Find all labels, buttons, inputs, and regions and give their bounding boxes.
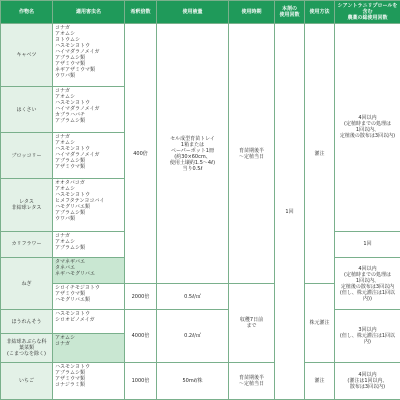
total-cell: 4回以内 (定植時までの処理は 1回以内、 定植後の散布は3回以内 (但し、株元灌注は1回以内)) [335, 257, 400, 309]
volume-cell: 0.5ℓ/㎡ [157, 284, 229, 310]
pest-cell: ハスモンヨトウ シロオビノメイガ [53, 310, 125, 334]
count-cell: 1回 [275, 24, 305, 400]
dilution-cell: 400倍 [125, 24, 157, 284]
table-row [1, 310, 400, 334]
header-timing: 使用時期 [229, 1, 275, 24]
method-cell: 灌注 [305, 362, 335, 399]
header-row [1, 1, 400, 24]
timing-cell: 育苗期後半 〜定植当日 [229, 24, 275, 284]
pest-cell: アオムシ コナガ [53, 334, 125, 362]
pest-cell: シロイチモジヨトウ アザミウマ類 ハモグリバエ類 [53, 284, 125, 310]
total-cell: 4回以内 (定植時までの処理は 1回以内、 定植後の散布は3回以内) [335, 24, 400, 232]
crop-cell: ブロッコリー [1, 133, 53, 179]
pest-cell: ハスモンヨトウ アブラムシ類 アザミウマ類 コナジラミ類 [53, 362, 125, 399]
pest-cell: コナガ アオムシ ハスモンヨトウ ハイマダラノメイガ カブラハバチ アブラムシ類 [53, 87, 125, 133]
method-cell: 灌注 [305, 24, 335, 284]
timing-cell: 育苗期後半 〜定植当日 [229, 362, 275, 399]
dilution-cell: 4000倍 [125, 310, 157, 362]
total-cell: 1回 [335, 231, 400, 257]
pest-cell: コナガ アオムシ ハスモンヨトウ ハイマダラノメイガ アブラムシ類 アザミウマ類 [53, 133, 125, 179]
volume-cell: 50mℓ/株 [157, 362, 229, 399]
total-cell: 3回以内 (但し、株元灌注は1回以内) [335, 310, 400, 362]
header-method: 使用方法 [305, 1, 335, 24]
header-volume: 使用液量 [157, 1, 229, 24]
pest-cell: コナガ アオムシ ヨトウムシ ハスモンヨトウ ハイマダラノメイガ アブラムシ類 アザミウマ類 ネギアザミウマ類 ウワバ類 [53, 24, 125, 87]
crop-cell: カリフラワー [1, 231, 53, 257]
pest-cell: コナガ アオムシ アブラムシ類 [53, 231, 125, 257]
total-cell: 4回以内 (灌注は1回以内、 散布は3回以内) [335, 362, 400, 399]
header-dilution: 希釈倍数 [125, 1, 157, 24]
header-crop: 作物名 [1, 1, 53, 24]
dilution-cell: 2000倍 [125, 284, 157, 310]
table-row [1, 362, 400, 399]
crop-cell: レタス 非結球レタス [1, 179, 53, 231]
crop-cell: ほうれんそう [1, 310, 53, 334]
crop-cell: ねぎ [1, 257, 53, 309]
header-count: 本剤の 使用回数 [275, 1, 305, 24]
timing-cell: 収穫7日前 まで [229, 284, 275, 363]
dilution-cell: 1000倍 [125, 362, 157, 399]
crop-cell: いちご [1, 362, 53, 399]
crop-cell: はくさい [1, 87, 53, 133]
header-total: シアントラニリプロールを含む 農薬の総使用回数 [335, 1, 400, 24]
crop-cell: キャベツ [1, 24, 53, 87]
method-cell: 株元灌注 [305, 284, 335, 363]
pest-cell: タマネギバエ タネバエ ネギハモグリバエ [53, 257, 125, 283]
header-pest: 適用害虫名 [53, 1, 125, 24]
volume-cell: 0.2ℓ/㎡ [157, 310, 229, 362]
table-row [1, 24, 400, 87]
crop-cell: 非結球あぶらな科 葉菜類 (こまつなを除く) [1, 334, 53, 362]
volume-cell: セル成型育苗トレイ 1箱または ペーパーポット1冊 (約30×60cm、 使用土壌約1.5〜4ℓ) 当り0.5ℓ [157, 24, 229, 284]
pest-cell: オオタバコガ アオムシ ハスモンヨトウ ヒメフタテンヨコバイ ハモグリバエ類 アブラムシ類 ウワバ類 [53, 179, 125, 231]
